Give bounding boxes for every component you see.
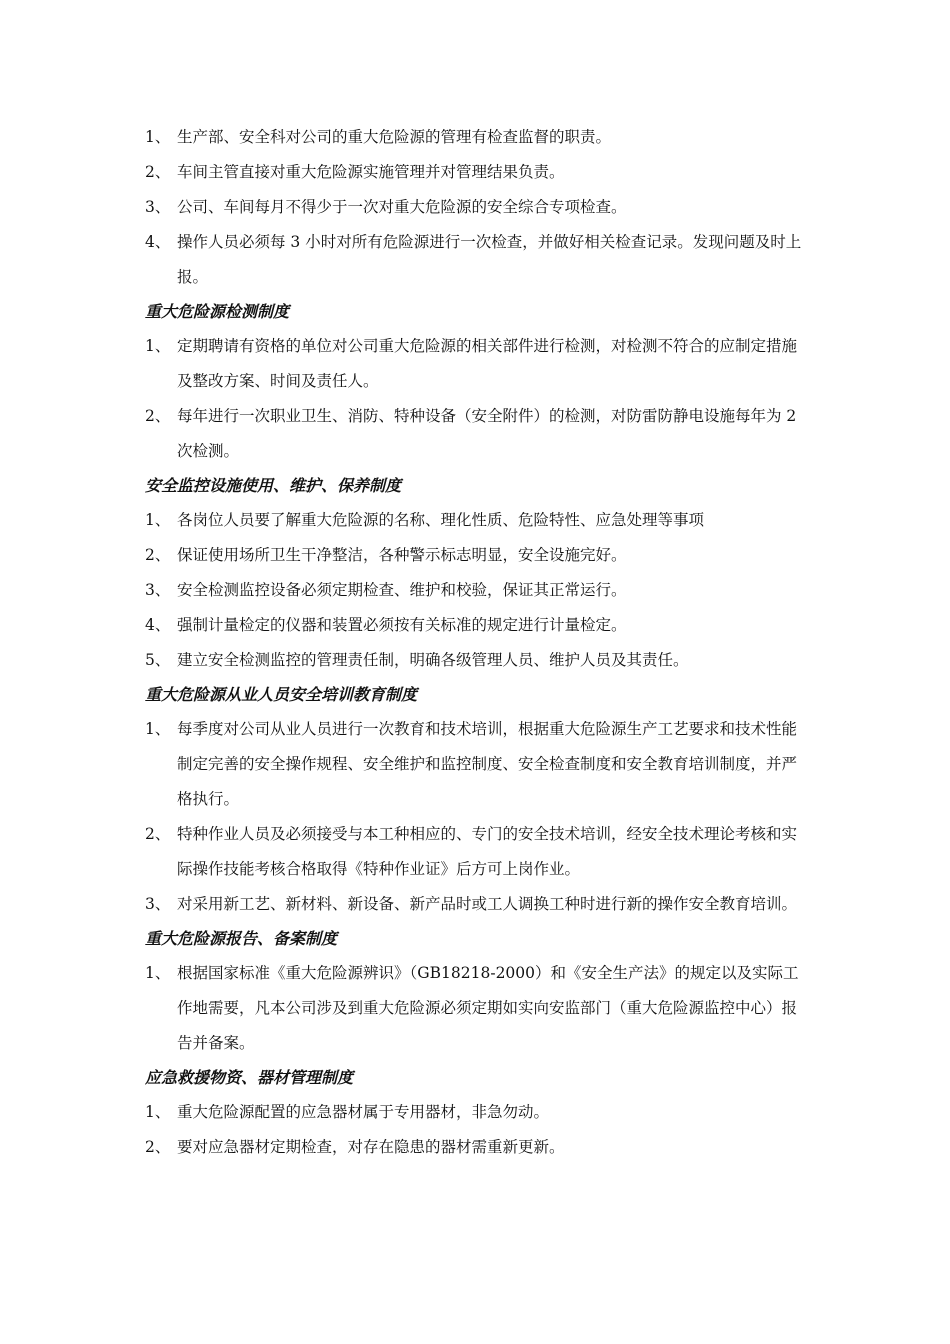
list-item bbox=[145, 712, 810, 817]
section-emergency-equipment bbox=[145, 1061, 810, 1165]
item-number: 1、 bbox=[145, 720, 171, 738]
item-text: 每年进行一次职业卫生、消防、特种设备（安全附件）的检测，对防雷防静电设施每年为 2 次检测。 bbox=[177, 407, 797, 460]
list-item bbox=[145, 608, 810, 643]
item-text: 定期聘请有资格的单位对公司重大危险源的相关部件进行检测，对检测不符合的应制定措施及整改方案、时间及责任人。 bbox=[177, 337, 798, 390]
list-item bbox=[145, 817, 810, 887]
item-number: 2、 bbox=[145, 825, 171, 843]
list-item bbox=[145, 1095, 810, 1130]
item-text: 重大危险源配置的应急器材属于专用器材，非急勿动。 bbox=[177, 1103, 550, 1121]
section-title: 安全监控设施使用、维护、保养制度 bbox=[145, 476, 402, 495]
item-text: 安全检测监控设备必须定期检查、维护和校验，保证其正常运行。 bbox=[177, 581, 627, 599]
list-item bbox=[145, 1130, 810, 1165]
list-item bbox=[145, 190, 810, 225]
list-item bbox=[145, 120, 810, 155]
item-number: 4、 bbox=[145, 616, 171, 634]
list-item bbox=[145, 573, 810, 608]
item-text: 保证使用场所卫生干净整洁，各种警示标志明显，安全设施完好。 bbox=[177, 546, 627, 564]
document-body bbox=[145, 120, 810, 1165]
item-number: 3、 bbox=[145, 581, 171, 599]
list-item bbox=[145, 887, 810, 922]
list-item bbox=[145, 503, 810, 538]
list-item bbox=[145, 155, 810, 190]
item-number: 3、 bbox=[145, 895, 171, 913]
item-text: 公司、车间每月不得少于一次对重大危险源的安全综合专项检查。 bbox=[177, 198, 627, 216]
section-reporting bbox=[145, 922, 810, 1061]
item-text: 特种作业人员及必须接受与本工种相应的、专门的安全技术培训，经安全技术理论考核和实际操作技能考核合格取得《特种作业证》后方可上岗作业。 bbox=[177, 825, 798, 878]
item-number: 1、 bbox=[145, 511, 171, 529]
item-number: 1、 bbox=[145, 337, 171, 355]
item-text: 建立安全检测监控的管理责任制，明确各级管理人员、维护人员及其责任。 bbox=[177, 651, 689, 669]
section-detection bbox=[145, 295, 810, 469]
list-item bbox=[145, 538, 810, 573]
section-title: 应急救援物资、器材管理制度 bbox=[145, 1068, 354, 1087]
item-number: 1、 bbox=[145, 128, 171, 146]
list-item bbox=[145, 956, 810, 1061]
item-number: 2、 bbox=[145, 407, 171, 425]
item-number: 1、 bbox=[145, 1103, 171, 1121]
section-safety-responsibility bbox=[145, 120, 810, 295]
item-number: 4、 bbox=[145, 233, 171, 251]
section-title: 重大危险源报告、备案制度 bbox=[145, 929, 338, 948]
item-text: 强制计量检定的仪器和装置必须按有关标准的规定进行计量检定。 bbox=[177, 616, 627, 634]
item-text: 操作人员必须每 3 小时对所有危险源进行一次检查，并做好相关检查记录。发现问题及时上报。 bbox=[177, 233, 802, 286]
section-title: 重大危险源从业人员安全培训教育制度 bbox=[145, 685, 418, 704]
item-text: 生产部、安全科对公司的重大危险源的管理有检查监督的职责。 bbox=[177, 128, 612, 146]
item-text: 车间主管直接对重大危险源实施管理并对管理结果负责。 bbox=[177, 163, 565, 181]
item-text: 要对应急器材定期检查，对存在隐患的器材需重新更新。 bbox=[177, 1138, 565, 1156]
list-item bbox=[145, 399, 810, 469]
item-number: 3、 bbox=[145, 198, 171, 216]
item-text: 根据国家标准《重大危险源辨识》（GB18218-2000）和《安全生产法》的规定以及实际工作地需要，凡本公司涉及到重大危险源必须定期如实向安监部门（重大危险源监控中心）报告并备案。 bbox=[177, 964, 799, 1052]
list-item bbox=[145, 225, 810, 295]
list-item bbox=[145, 643, 810, 678]
section-monitoring-maintenance bbox=[145, 469, 810, 678]
item-text: 各岗位人员要了解重大危险源的名称、理化性质、危险特性、应急处理等事项 bbox=[177, 511, 705, 529]
item-text: 每季度对公司从业人员进行一次教育和技术培训，根据重大危险源生产工艺要求和技术性能制定完善的安全操作规程、安全维护和监控制度、安全检查制度和安全教育培训制度，并严格执行。 bbox=[177, 720, 798, 808]
item-number: 5、 bbox=[145, 651, 171, 669]
item-number: 1、 bbox=[145, 964, 171, 982]
section-title: 重大危险源检测制度 bbox=[145, 302, 290, 321]
item-number: 2、 bbox=[145, 1138, 171, 1156]
item-text: 对采用新工艺、新材料、新设备、新产品时或工人调换工种时进行新的操作安全教育培训。 bbox=[177, 895, 798, 913]
list-item bbox=[145, 329, 810, 399]
item-number: 2、 bbox=[145, 546, 171, 564]
section-training bbox=[145, 678, 810, 922]
item-number: 2、 bbox=[145, 163, 171, 181]
